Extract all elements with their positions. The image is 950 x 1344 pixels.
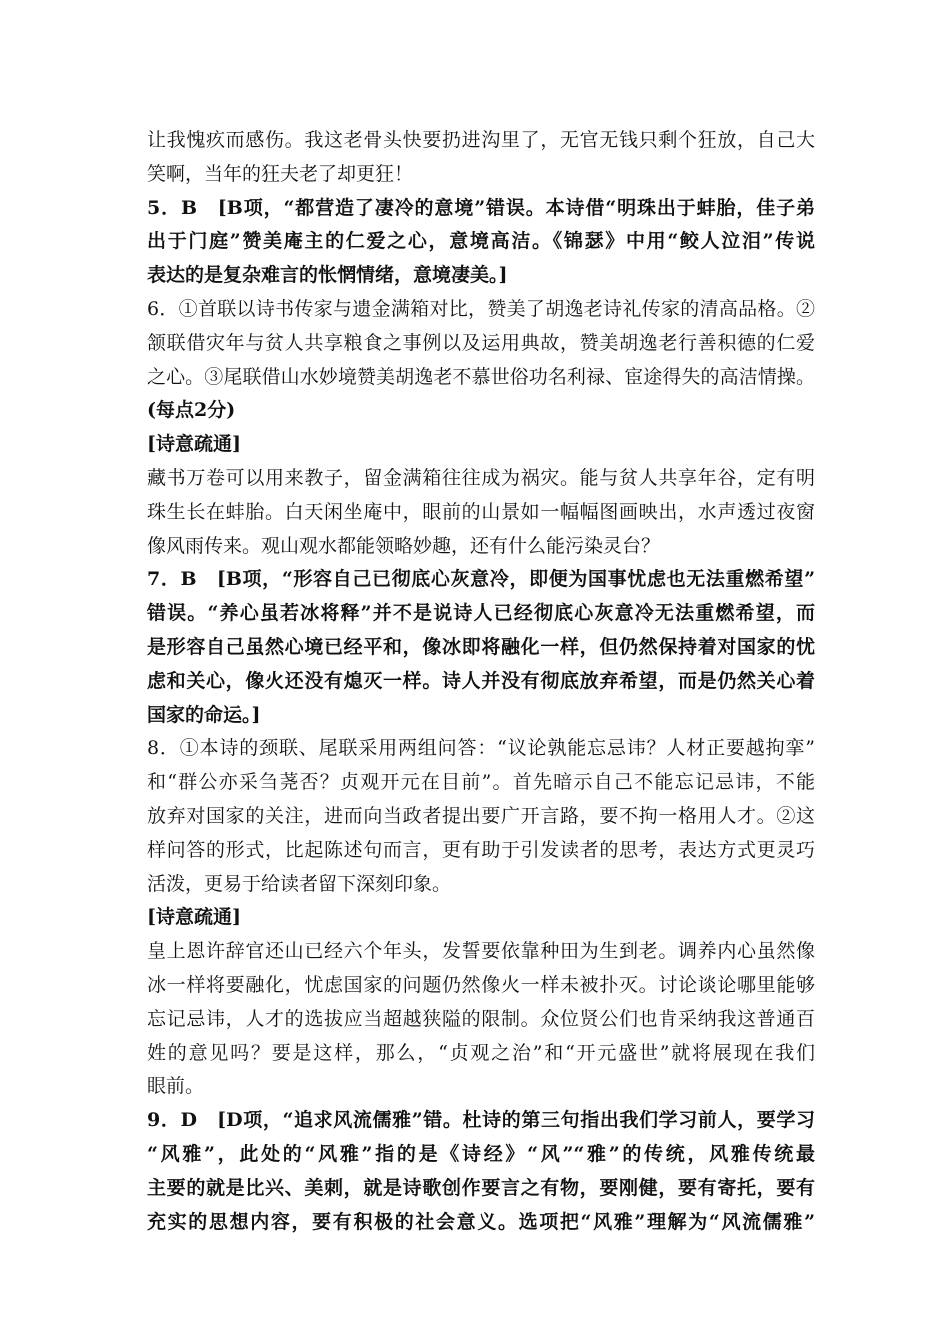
text-line: 5．B [B项，“都营造了凄冷的意境”错误。本诗借“明珠出于蚌胎，佳子弟 (147, 196, 815, 219)
text-line: 虑和关心，像火还没有熄灭一样。诗人并没有彻底放弃希望，而是仍然关心着 (147, 669, 815, 692)
text-line: 样问答的形式，比起陈述句而言，更有助于引发读者的思考，表达方式更灵巧 (147, 838, 815, 861)
text-line: 藏书万卷可以用来教子，留金满箱往往成为祸灾。能与贫人共享年谷，定有明 (147, 466, 815, 489)
text-line: 出于门庭”赞美庵主的仁爱之心，意境高洁。《锦瑟》中用“鲛人泣泪”传说 (147, 230, 815, 253)
text-line: (每点2分) (147, 399, 236, 422)
text-line: 忘记忌讳，人才的选拔应当超越狭隘的限制。众位贤公们也肯采纳我这普通百 (147, 1007, 815, 1030)
text-line: 放弃对国家的关注，进而向当政者提出要广开言路，要不拘一格用人才。②这 (147, 804, 815, 827)
text-line: 8．①本诗的颈联、尾联采用两组问答：“议论孰能忘忌讳？人材正要越拘挛” (147, 737, 815, 760)
text-line: 眼前。 (147, 1075, 205, 1098)
text-line: [诗意疏通] (147, 906, 241, 929)
text-line: “风雅”，此处的“风雅”指的是《诗经》“风”“雅”的传统，风雅传统最 (147, 1142, 815, 1165)
text-line: 之心。③尾联借山水妙境赞美胡逸老不慕世俗功名利禄、宦途得失的高洁情操。 (147, 365, 815, 388)
text-line: 表达的是复杂难言的怅惘情绪，意境凄美。] (147, 264, 508, 287)
text-line: 6．①首联以诗书传家与遗金满箱对比，赞美了胡逸老诗礼传家的清高品格。② (147, 297, 815, 320)
text-line: 笑啊，当年的狂夫老了却更狂！ (147, 162, 414, 185)
text-line: 充实的思想内容，要有积极的社会意义。选项把“风雅”理解为“风流儒雅” (147, 1210, 815, 1233)
text-line: 皇上恩许辞官还山已经六个年头，发誓要依靠种田为生到老。调养内心虽然像 (147, 940, 815, 963)
text-line: 冰一样将要融化，忧虑国家的问题仍然像火一样未被扑灭。讨论谈论哪里能够 (147, 973, 815, 996)
text-line: 9．D [D项，“追求风流儒雅”错。杜诗的第三句指出我们学习前人，要学习 (147, 1109, 815, 1132)
text-line: 像风雨传来。观山观水都能领略妙趣，还有什么能污染灵台？ (147, 534, 661, 557)
text-line: 让我愧疚而感伤。我这老骨头快要扔进沟里了，无官无钱只剩个狂放，自己大 (147, 129, 815, 151)
text-line: 主要的就是比兴、美刺，就是诗歌创作要言之有物，要刚健，要有寄托，要有 (147, 1176, 815, 1199)
text-line: 和“群公亦采刍荛否？贞观开元在目前”。首先暗示自己不能忘记忌讳，不能 (147, 771, 815, 794)
text-line: 姓的意见吗？要是这样，那么，“贞观之治”和“开元盛世”就将展现在我们 (147, 1041, 815, 1064)
document-body (147, 124, 815, 1239)
text-line: 错误。“养心虽若冰将释”并不是说诗人已经彻底心灰意冷无法重燃希望，而 (147, 602, 815, 625)
text-line: 珠生长在蚌胎。白天闲坐庵中，眼前的山景如一幅幅图画映出，水声透过夜窗 (147, 500, 815, 523)
text-line: 颔联借灾年与贫人共享粮食之事例以及运用典故，赞美胡逸老行善积德的仁爱 (147, 331, 815, 354)
text-line: 7．B [B项，“形容自己已彻底心灰意冷，即便为国事忧虑也无法重燃希望” (147, 568, 815, 591)
text-line: [诗意疏通] (147, 433, 241, 456)
text-line: 国家的命运。] (147, 703, 261, 726)
text-line: 活泼，更易于给读者留下深刻印象。 (147, 872, 452, 895)
text-line: 是形容自己虽然心境已经平和，像冰即将融化一样，但仍然保持着对国家的忧 (147, 635, 815, 658)
